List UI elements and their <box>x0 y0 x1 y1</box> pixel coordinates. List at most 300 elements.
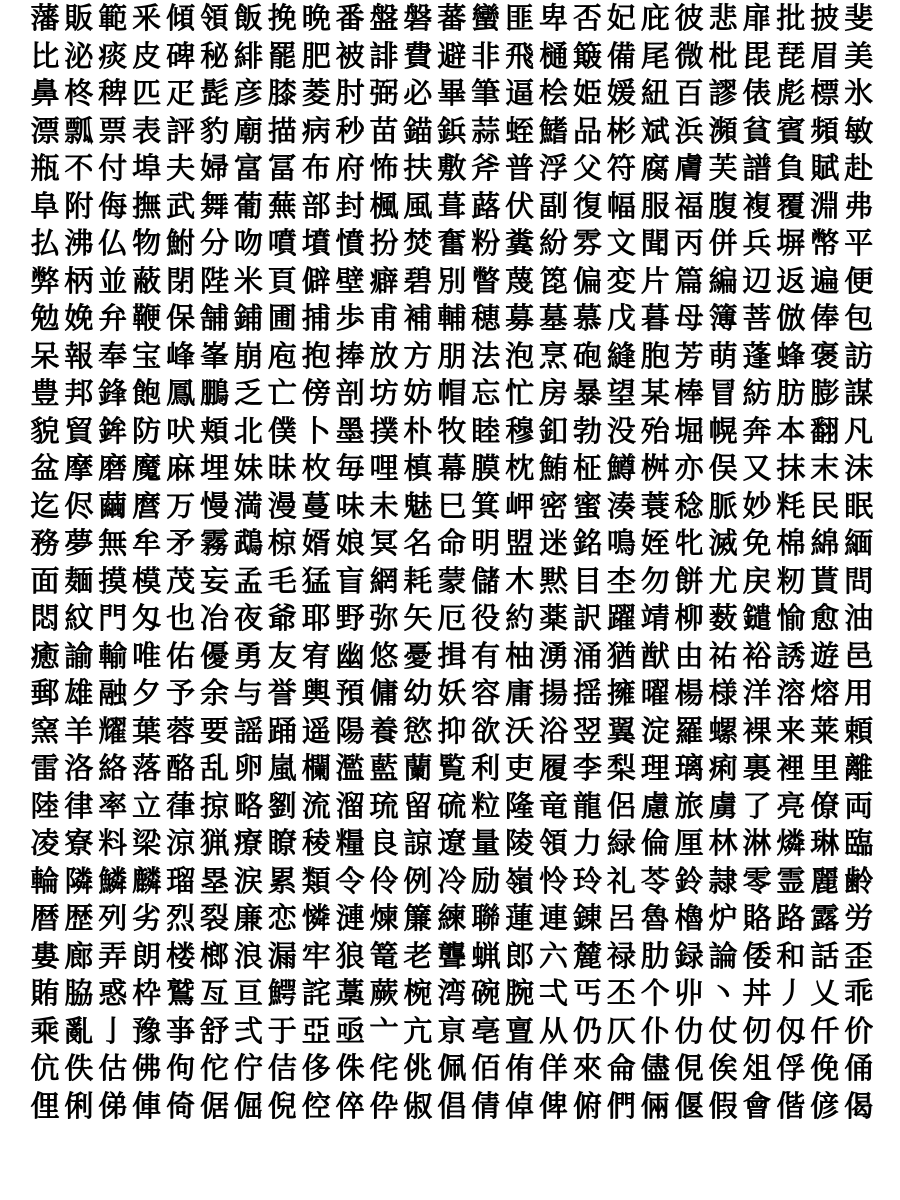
glyph: 文 <box>606 226 636 261</box>
glyph: 楓 <box>369 188 399 223</box>
glyph: 彦 <box>233 76 263 111</box>
glyph: 俵 <box>742 76 772 111</box>
glyph: 目 <box>572 563 602 598</box>
glyph: 蒙 <box>437 563 467 598</box>
glyph: 傍 <box>301 376 331 411</box>
glyph: 烈 <box>166 901 196 936</box>
glyph: 盤 <box>369 1 399 36</box>
glyph: 連 <box>539 901 569 936</box>
glyph: 論 <box>708 938 738 973</box>
glyph: 翻 <box>810 413 840 448</box>
glyph: 累 <box>267 863 297 898</box>
glyph: 面 <box>30 563 60 598</box>
glyph: 砲 <box>572 338 602 373</box>
glyph: 亠 <box>369 1013 399 1048</box>
glyph: 万 <box>166 488 196 523</box>
glyph: 佩 <box>437 1051 467 1086</box>
glyph: 耗 <box>403 563 433 598</box>
glyph: 蠻 <box>471 1 501 36</box>
glyph: 本 <box>776 413 806 448</box>
glyph-row <box>28 450 876 488</box>
glyph: 儘 <box>640 1051 670 1086</box>
glyph: 仂 <box>674 1013 704 1048</box>
glyph: 輸 <box>98 638 128 673</box>
glyph: 冷 <box>437 863 467 898</box>
glyph: 翼 <box>606 713 636 748</box>
glyph: 理 <box>640 751 670 786</box>
glyph: 焚 <box>403 226 433 261</box>
glyph: 婿 <box>301 526 331 561</box>
glyph: 楼 <box>166 938 196 973</box>
glyph: 鋲 <box>437 113 467 148</box>
glyph: 堀 <box>674 413 704 448</box>
glyph: 諭 <box>64 638 94 673</box>
glyph: 姫 <box>572 76 602 111</box>
glyph: 模 <box>132 563 162 598</box>
glyph: 奔 <box>742 413 772 448</box>
glyph: 舞 <box>199 188 229 223</box>
glyph: 侶 <box>606 788 636 823</box>
glyph: 棉 <box>776 526 806 561</box>
glyph: 幼 <box>403 676 433 711</box>
glyph: 普 <box>505 151 535 186</box>
glyph: 紋 <box>64 601 94 636</box>
glyph: 免 <box>742 526 772 561</box>
glyph-row <box>28 713 876 751</box>
glyph: 圃 <box>267 301 297 336</box>
glyph: 余 <box>199 676 229 711</box>
glyph: 阜 <box>30 188 60 223</box>
glyph: 勃 <box>572 413 602 448</box>
glyph: 門 <box>98 601 128 636</box>
glyph: 払 <box>30 226 60 261</box>
glyph: 仟 <box>810 1013 840 1048</box>
glyph: 倆 <box>640 1088 670 1123</box>
glyph: 慕 <box>572 301 602 336</box>
glyph: 蘭 <box>403 751 433 786</box>
glyph: 尾 <box>640 38 670 73</box>
glyph: 偈 <box>844 1088 874 1123</box>
glyph: 酪 <box>166 751 196 786</box>
glyph: 亘 <box>233 976 263 1011</box>
glyph: 裂 <box>199 901 229 936</box>
glyph: 封 <box>335 188 365 223</box>
glyph: 柳 <box>674 601 704 636</box>
glyph: 枕 <box>505 451 535 486</box>
glyph: 凡 <box>844 413 874 448</box>
glyph: 聾 <box>437 938 467 973</box>
glyph: 誘 <box>776 638 806 673</box>
glyph: 問 <box>844 563 874 598</box>
glyph: 報 <box>64 338 94 373</box>
glyph: 揚 <box>539 676 569 711</box>
glyph: 表 <box>132 113 162 148</box>
glyph: 秒 <box>335 113 365 148</box>
glyph: 鵬 <box>199 376 229 411</box>
glyph: 劉 <box>267 788 297 823</box>
glyph: 暴 <box>572 376 602 411</box>
glyph: 飛 <box>505 38 535 73</box>
glyph: 扶 <box>403 151 433 186</box>
glyph: 母 <box>674 301 704 336</box>
glyph: 暦 <box>30 901 60 936</box>
glyph: 眉 <box>810 38 840 73</box>
glyph: 熔 <box>810 676 840 711</box>
glyph: 亞 <box>301 1013 331 1048</box>
glyph: 坊 <box>369 376 399 411</box>
glyph-row <box>28 225 876 263</box>
glyph: 掠 <box>199 788 229 823</box>
glyph: 老 <box>403 938 433 973</box>
glyph: 耀 <box>98 713 128 748</box>
glyph: 侈 <box>301 1051 331 1086</box>
glyph: 苗 <box>369 113 399 148</box>
glyph: 房 <box>539 376 569 411</box>
glyph: 捧 <box>335 338 365 373</box>
glyph: 羅 <box>674 713 704 748</box>
glyph: 峯 <box>199 338 229 373</box>
glyph: 有 <box>471 638 501 673</box>
glyph: 勇 <box>233 638 263 673</box>
glyph: 孟 <box>233 563 263 598</box>
glyph: 網 <box>369 563 399 598</box>
glyph-row <box>28 150 876 188</box>
glyph: 餅 <box>674 563 704 598</box>
glyph: 侑 <box>505 1051 535 1086</box>
glyph: 痢 <box>708 751 738 786</box>
glyph: 誉 <box>267 676 297 711</box>
glyph: 釦 <box>539 413 569 448</box>
glyph: 烹 <box>539 338 569 373</box>
glyph: 浜 <box>674 113 704 148</box>
glyph: 匹 <box>132 76 162 111</box>
glyph: 碧 <box>403 263 433 298</box>
glyph: 枇 <box>708 38 738 73</box>
glyph: 楊 <box>674 676 704 711</box>
glyph: 裸 <box>742 713 772 748</box>
glyph: 禄 <box>606 938 636 973</box>
glyph: 婦 <box>199 151 229 186</box>
glyph: 苓 <box>640 863 670 898</box>
glyph: 斧 <box>471 151 501 186</box>
glyph: 倚 <box>166 1088 196 1123</box>
glyph: 也 <box>166 601 196 636</box>
glyph: 夫 <box>166 151 196 186</box>
glyph: 筆 <box>471 76 501 111</box>
glyph: 輔 <box>437 301 467 336</box>
glyph: 命 <box>437 526 467 561</box>
glyph: 佇 <box>233 1051 263 1086</box>
glyph: 郵 <box>30 676 60 711</box>
glyph: 雷 <box>30 751 60 786</box>
glyph: 幅 <box>606 188 636 223</box>
glyph: 崩 <box>233 338 263 373</box>
glyph: 俎 <box>742 1051 772 1086</box>
glyph: 俔 <box>674 1051 704 1086</box>
glyph: 緋 <box>233 38 263 73</box>
glyph: 憐 <box>301 901 331 936</box>
glyph: 猟 <box>199 826 229 861</box>
glyph: 標 <box>810 76 840 111</box>
glyph: 仞 <box>742 1013 772 1048</box>
glyph: 螺 <box>708 713 738 748</box>
glyph: 洋 <box>742 676 772 711</box>
glyph: 覧 <box>437 751 467 786</box>
glyph: 蔓 <box>301 488 331 523</box>
glyph: 篇 <box>674 263 704 298</box>
glyph: 倪 <box>267 1088 297 1123</box>
glyph: 付 <box>98 151 128 186</box>
glyph: 倩 <box>471 1088 501 1123</box>
glyph: 路 <box>776 901 806 936</box>
glyph: 厘 <box>674 826 704 861</box>
glyph: 櫓 <box>674 901 704 936</box>
glyph: 貿 <box>64 413 94 448</box>
glyph: 用 <box>844 676 874 711</box>
glyph: 微 <box>674 38 704 73</box>
glyph: 擁 <box>606 676 636 711</box>
glyph: 豊 <box>30 376 60 411</box>
glyph-row <box>28 338 876 376</box>
glyph: 从 <box>539 1013 569 1048</box>
glyph: 藩 <box>30 1 60 36</box>
glyph: 無 <box>98 526 128 561</box>
glyph: 鳳 <box>166 376 196 411</box>
glyph: 傭 <box>369 676 399 711</box>
glyph: 匪 <box>505 1 535 36</box>
glyph: 踊 <box>267 713 297 748</box>
glyph: 法 <box>471 338 501 373</box>
glyph: 吏 <box>505 751 535 786</box>
glyph: 仏 <box>98 226 128 261</box>
glyph: 麻 <box>166 451 196 486</box>
glyph: 絡 <box>98 751 128 786</box>
glyph: 梁 <box>132 826 162 861</box>
glyph: 蓑 <box>640 488 670 523</box>
glyph: 穂 <box>471 301 501 336</box>
glyph: 和 <box>776 938 806 973</box>
glyph: 竜 <box>539 788 569 823</box>
glyph: 乂 <box>810 976 840 1011</box>
glyph: 躍 <box>606 601 636 636</box>
glyph: 裏 <box>742 751 772 786</box>
glyph: 帽 <box>437 376 467 411</box>
glyph: 聞 <box>640 226 670 261</box>
glyph-row <box>28 900 876 938</box>
glyph: 例 <box>403 863 433 898</box>
glyph-row <box>28 975 876 1013</box>
glyph: 労 <box>844 901 874 936</box>
glyph: 仗 <box>708 1013 738 1048</box>
glyph: 紡 <box>742 376 772 411</box>
glyph: 漣 <box>335 901 365 936</box>
glyph: 墨 <box>335 413 365 448</box>
glyph: 庸 <box>505 676 535 711</box>
glyph: 弍 <box>233 1013 263 1048</box>
glyph: 庖 <box>267 338 297 373</box>
glyph: 萌 <box>708 338 738 373</box>
glyph: 佝 <box>166 1051 196 1086</box>
glyph: 亂 <box>64 1013 94 1048</box>
glyph: 幕 <box>437 451 467 486</box>
glyph: 評 <box>166 113 196 148</box>
glyph: 瞥 <box>471 263 501 298</box>
glyph: 鼻 <box>30 76 60 111</box>
glyph: 濫 <box>335 751 365 786</box>
glyph: 方 <box>403 338 433 373</box>
glyph: 備 <box>606 38 636 73</box>
glyph: 夢 <box>64 526 94 561</box>
glyph: 牢 <box>301 938 331 973</box>
glyph: 励 <box>471 863 501 898</box>
glyph-row <box>28 188 876 226</box>
glyph: 風 <box>403 188 433 223</box>
glyph: 留 <box>403 788 433 823</box>
glyph: 們 <box>606 1088 636 1123</box>
glyph: 厄 <box>437 601 467 636</box>
glyph: 溜 <box>335 788 365 823</box>
glyph: 頼 <box>844 713 874 748</box>
glyph: 齢 <box>844 863 874 898</box>
glyph: 燐 <box>776 826 806 861</box>
glyph: 抱 <box>301 338 331 373</box>
glyph: 郎 <box>505 938 535 973</box>
glyph: 民 <box>810 488 840 523</box>
glyph: 奉 <box>98 338 128 373</box>
glyph: 綿 <box>810 526 840 561</box>
glyph: 姪 <box>640 526 670 561</box>
glyph: 瀕 <box>708 113 738 148</box>
glyph: 履 <box>539 751 569 786</box>
glyph: 肘 <box>335 76 365 111</box>
glyph: 芳 <box>674 338 704 373</box>
glyph: 假 <box>708 1088 738 1123</box>
glyph: 友 <box>267 638 297 673</box>
glyph: 浪 <box>233 938 263 973</box>
glyph: 慢 <box>199 488 229 523</box>
glyph: 避 <box>437 38 467 73</box>
glyph: 緬 <box>844 526 874 561</box>
glyph: 冒 <box>708 376 738 411</box>
glyph: 涙 <box>233 863 263 898</box>
glyph: 被 <box>335 38 365 73</box>
glyph: 弌 <box>539 976 569 1011</box>
glyph: 膨 <box>810 376 840 411</box>
glyph: 露 <box>810 901 840 936</box>
glyph: 蓬 <box>742 338 772 373</box>
glyph: 魅 <box>403 488 433 523</box>
glyph: 廟 <box>233 113 263 148</box>
glyph: 保 <box>166 301 196 336</box>
glyph: 侮 <box>98 188 128 223</box>
glyph: 裕 <box>742 638 772 673</box>
glyph: 彬 <box>606 113 636 148</box>
character-sheet <box>28 0 876 1200</box>
glyph: 俘 <box>776 1051 806 1086</box>
glyph: 蔑 <box>505 263 535 298</box>
glyph: 淀 <box>640 713 670 748</box>
glyph: 簸 <box>572 38 602 73</box>
glyph: 復 <box>572 188 602 223</box>
glyph: 要 <box>199 713 229 748</box>
glyph: 詫 <box>301 976 331 1011</box>
glyph: 包 <box>844 301 874 336</box>
glyph: 睦 <box>471 413 501 448</box>
glyph: 葺 <box>437 188 467 223</box>
glyph: 冥 <box>369 526 399 561</box>
glyph: 肥 <box>301 38 331 73</box>
glyph: 虜 <box>708 788 738 823</box>
glyph: 譜 <box>742 151 772 186</box>
glyph: 亊 <box>166 1013 196 1048</box>
glyph: 卜 <box>301 413 331 448</box>
glyph: 脇 <box>64 976 94 1011</box>
glyph: 皮 <box>132 38 162 73</box>
glyph: 弼 <box>369 76 399 111</box>
glyph: 符 <box>606 151 636 186</box>
glyph: 偐 <box>810 1088 840 1123</box>
glyph: 朗 <box>132 938 162 973</box>
glyph: 貌 <box>30 413 60 448</box>
glyph: 塀 <box>776 226 806 261</box>
glyph: 祐 <box>708 638 738 673</box>
glyph-row <box>28 113 876 151</box>
glyph: 湾 <box>437 976 467 1011</box>
glyph: 宥 <box>301 638 331 673</box>
glyph: 併 <box>708 226 738 261</box>
glyph: 立 <box>132 788 162 823</box>
glyph: 彪 <box>776 76 806 111</box>
glyph: 歴 <box>64 901 94 936</box>
glyph: 話 <box>810 938 840 973</box>
glyph: 疋 <box>166 76 196 111</box>
glyph: 牝 <box>674 526 704 561</box>
glyph: 貰 <box>810 563 840 598</box>
glyph: 墳 <box>301 226 331 261</box>
glyph: 眠 <box>844 488 874 523</box>
glyph: 俥 <box>132 1088 162 1123</box>
glyph: 倫 <box>640 826 670 861</box>
glyph: 倥 <box>301 1088 331 1123</box>
glyph: 碗 <box>471 976 501 1011</box>
glyph: 賓 <box>776 113 806 148</box>
glyph: 琳 <box>810 826 840 861</box>
glyph: 篭 <box>369 938 399 973</box>
glyph: 隆 <box>505 788 535 823</box>
glyph: 欄 <box>301 751 331 786</box>
glyph: 鮪 <box>539 451 569 486</box>
glyph: 負 <box>776 151 806 186</box>
glyph: 琵 <box>776 38 806 73</box>
glyph: 伉 <box>30 1051 60 1086</box>
glyph-row <box>28 1088 876 1126</box>
glyph: 倣 <box>776 301 806 336</box>
glyph: 曜 <box>640 676 670 711</box>
glyph: 密 <box>539 488 569 523</box>
glyph: 利 <box>471 751 501 786</box>
glyph: 複 <box>742 188 772 223</box>
glyph: 卵 <box>233 751 263 786</box>
glyph: 歪 <box>844 938 874 973</box>
glyph: 麺 <box>64 563 94 598</box>
glyph: 扉 <box>742 1 772 36</box>
glyph: 流 <box>301 788 331 823</box>
glyph: 嶺 <box>505 863 535 898</box>
glyph: 奮 <box>437 226 467 261</box>
glyph: 摩 <box>64 451 94 486</box>
glyph: 劣 <box>132 901 162 936</box>
glyph: 蓮 <box>505 901 535 936</box>
